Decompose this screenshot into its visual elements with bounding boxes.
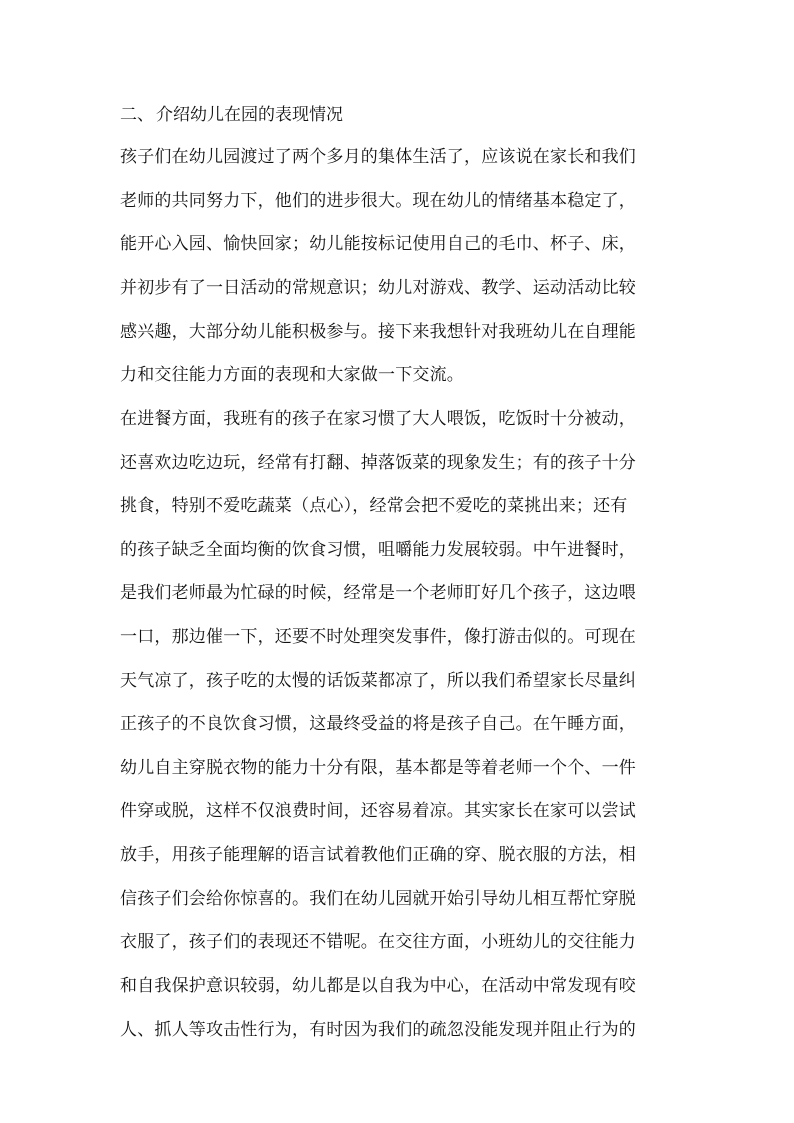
text-line: 放手，用孩子能理解的语言试着教他们正确的穿、脱衣服的方法，相 xyxy=(120,845,636,865)
text-line: 件穿或脱，这样不仅浪费时间，还容易着凉。其实家长在家可以尝试 xyxy=(120,801,636,821)
text-line: 幼儿自主穿脱衣物的能力十分有限，基本都是等着老师一个个、一件 xyxy=(120,758,636,778)
text-line: 是我们老师最为忙碌的时候，经常是一个老师盯好几个孩子，这边喂 xyxy=(120,583,636,603)
text-line: 和自我保护意识较弱，幼儿都是以自我为中心，在活动中常发现有咬 xyxy=(120,976,636,996)
text-line: 感兴趣，大部分幼儿能积极参与。接下来我想针对我班幼儿在自理能 xyxy=(120,322,636,342)
section-title: 介绍幼儿在园的表现情况 xyxy=(156,105,343,125)
text-line: 衣服了，孩子们的表现还不错呢。在交往方面，小班幼儿的交往能力 xyxy=(120,932,636,952)
text-line: 力和交往能力方面的表现和大家做一下交流。 xyxy=(120,365,464,385)
text-line: 老师的共同努力下，他们的进步很大。现在幼儿的情绪基本稳定了， xyxy=(120,191,636,211)
text-line: 一口，那边催一下，还要不时处理突发事件，像打游击似的。可现在 xyxy=(120,627,636,647)
text-line: 正孩子的不良饮食习惯，这最终受益的将是孩子自己。在午睡方面， xyxy=(120,714,636,734)
text-line: 孩子们在幼儿园渡过了两个多月的集体生活了，应该说在家长和我们 xyxy=(120,147,636,167)
text-line: 能开心入园、愉快回家；幼儿能按标记使用自己的毛巾、杯子、床， xyxy=(120,234,636,254)
text-line: 在进餐方面，我班有的孩子在家习惯了大人喂饭，吃饭时十分被动， xyxy=(120,409,636,429)
text-line: 挑食，特别不爱吃蔬菜（点心），经常会把不爱吃的菜挑出来；还有 xyxy=(120,496,628,516)
text-line: 的孩子缺乏全面均衡的饮食习惯，咀嚼能力发展较弱。中午进餐时， xyxy=(120,540,636,560)
text-line: 还喜欢边吃边玩，经常有打翻、掉落饭菜的现象发生；有的孩子十分 xyxy=(120,453,636,473)
section-heading xyxy=(120,103,343,127)
text-line: 天气凉了，孩子吃的太慢的话饭菜都凉了，所以我们希望家长尽量纠 xyxy=(120,671,636,691)
text-line: 并初步有了一日活动的常规意识；幼儿对游戏、教学、运动活动比较 xyxy=(120,278,636,298)
section-number: 二、 xyxy=(120,105,154,125)
text-line: 人、抓人等攻击性行为，有时因为我们的疏忽没能发现并阻止行为的 xyxy=(120,1020,636,1040)
text-line: 信孩子们会给你惊喜的。我们在幼儿园就开始引导幼儿相互帮忙穿脱 xyxy=(120,889,636,909)
